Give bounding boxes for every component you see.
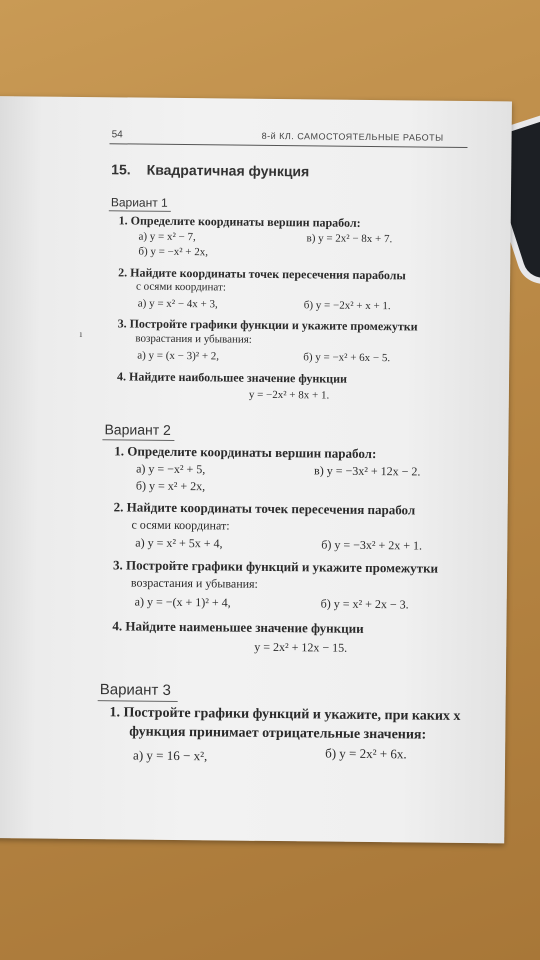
v2-task-4-formula: y = 2x² + 12x − 15. xyxy=(254,639,348,655)
v1-task-3a: а) y = (x − 3)² + 2, xyxy=(137,349,220,363)
v2-task-2a: а) y = x² + 5x + 4, xyxy=(135,535,223,551)
v2-task-3b: б) y = x² + 2x − 3. xyxy=(320,596,409,612)
v2-task-1a: а) y = −x² + 5, xyxy=(136,461,206,477)
v3-task-1a: а) y = 16 − x², xyxy=(133,747,208,764)
v1-task-1: 1. Определите координаты вершин парабол: xyxy=(118,213,361,230)
v3-task-1-cont: функция принимает отрицательные значения: xyxy=(129,724,427,743)
variant-1-underline xyxy=(109,210,171,212)
v2-task-2-cont: с осями координат: xyxy=(131,517,230,533)
v1-task-2b: б) y = −2x² + x + 1. xyxy=(303,299,391,313)
v3-task-1b: б) y = 2x² + 6x. xyxy=(325,745,407,762)
v2-task-1c: в) y = −3x² + 12x − 2. xyxy=(314,463,421,479)
page-number: 54 xyxy=(111,129,123,141)
v1-task-2-cont: с осями координат: xyxy=(135,280,226,294)
v1-task-1c: в) y = 2x² − 8x + 7. xyxy=(306,232,393,246)
v1-task-2a: а) y = x² − 4x + 3, xyxy=(137,297,218,311)
v1-task-4: 4. Найдите наибольшее значение функции xyxy=(116,369,348,386)
variant-2-underline xyxy=(102,439,174,441)
section-number: 15. xyxy=(111,161,131,178)
v2-task-1: 1. Определите координаты вершин парабол: xyxy=(114,443,377,462)
section-heading xyxy=(111,161,309,179)
v2-task-4: 4. Найдите наименьшее значение функции xyxy=(112,618,364,636)
v2-task-2b: б) y = −3x² + 2x + 1. xyxy=(321,537,423,553)
v1-task-3: 3. Постройте графики функции и укажите промежутки xyxy=(117,316,418,334)
pencil-mark: ı xyxy=(79,328,83,340)
variant-3-title: Вариант 3 xyxy=(99,681,171,699)
v2-task-3: 3. Постройте графики функций и укажите промежутки xyxy=(113,557,439,576)
variant-2-title: Вариант 2 xyxy=(104,421,171,438)
section-title: Квадратичная функция xyxy=(146,161,310,180)
v1-task-3b: б) y = −x² + 6x − 5. xyxy=(303,351,391,365)
worksheet-page xyxy=(0,96,512,843)
v2-task-3a: а) y = −(x + 1)² + 4, xyxy=(134,594,231,610)
running-title: 8-й КЛ. САМОСТОЯТЕЛЬНЫЕ РАБОТЫ xyxy=(261,130,444,143)
v1-task-1b: б) y = −x² + 2x, xyxy=(138,245,209,259)
v3-task-1: 1. Постройте графики функций и укажите, при каких x xyxy=(109,705,461,724)
v1-task-3-cont: возрастания и убывания: xyxy=(135,332,252,346)
variant-1-title: Вариант 1 xyxy=(110,195,168,210)
variant-3-underline xyxy=(98,700,178,702)
v1-task-1a: а) y = x² − 7, xyxy=(138,230,196,244)
v2-task-3-cont: возрастания и убывания: xyxy=(130,575,259,591)
header-rule xyxy=(110,143,468,148)
v1-task-4-formula: y = −2x² + 8x + 1. xyxy=(248,388,330,402)
v2-task-1b: б) y = x² + 2x, xyxy=(135,478,206,494)
v1-task-2: 2. Найдите координаты точек пересечения параболы xyxy=(118,265,406,283)
v2-task-2: 2. Найдите координаты точек пересечения парабол xyxy=(113,499,416,518)
